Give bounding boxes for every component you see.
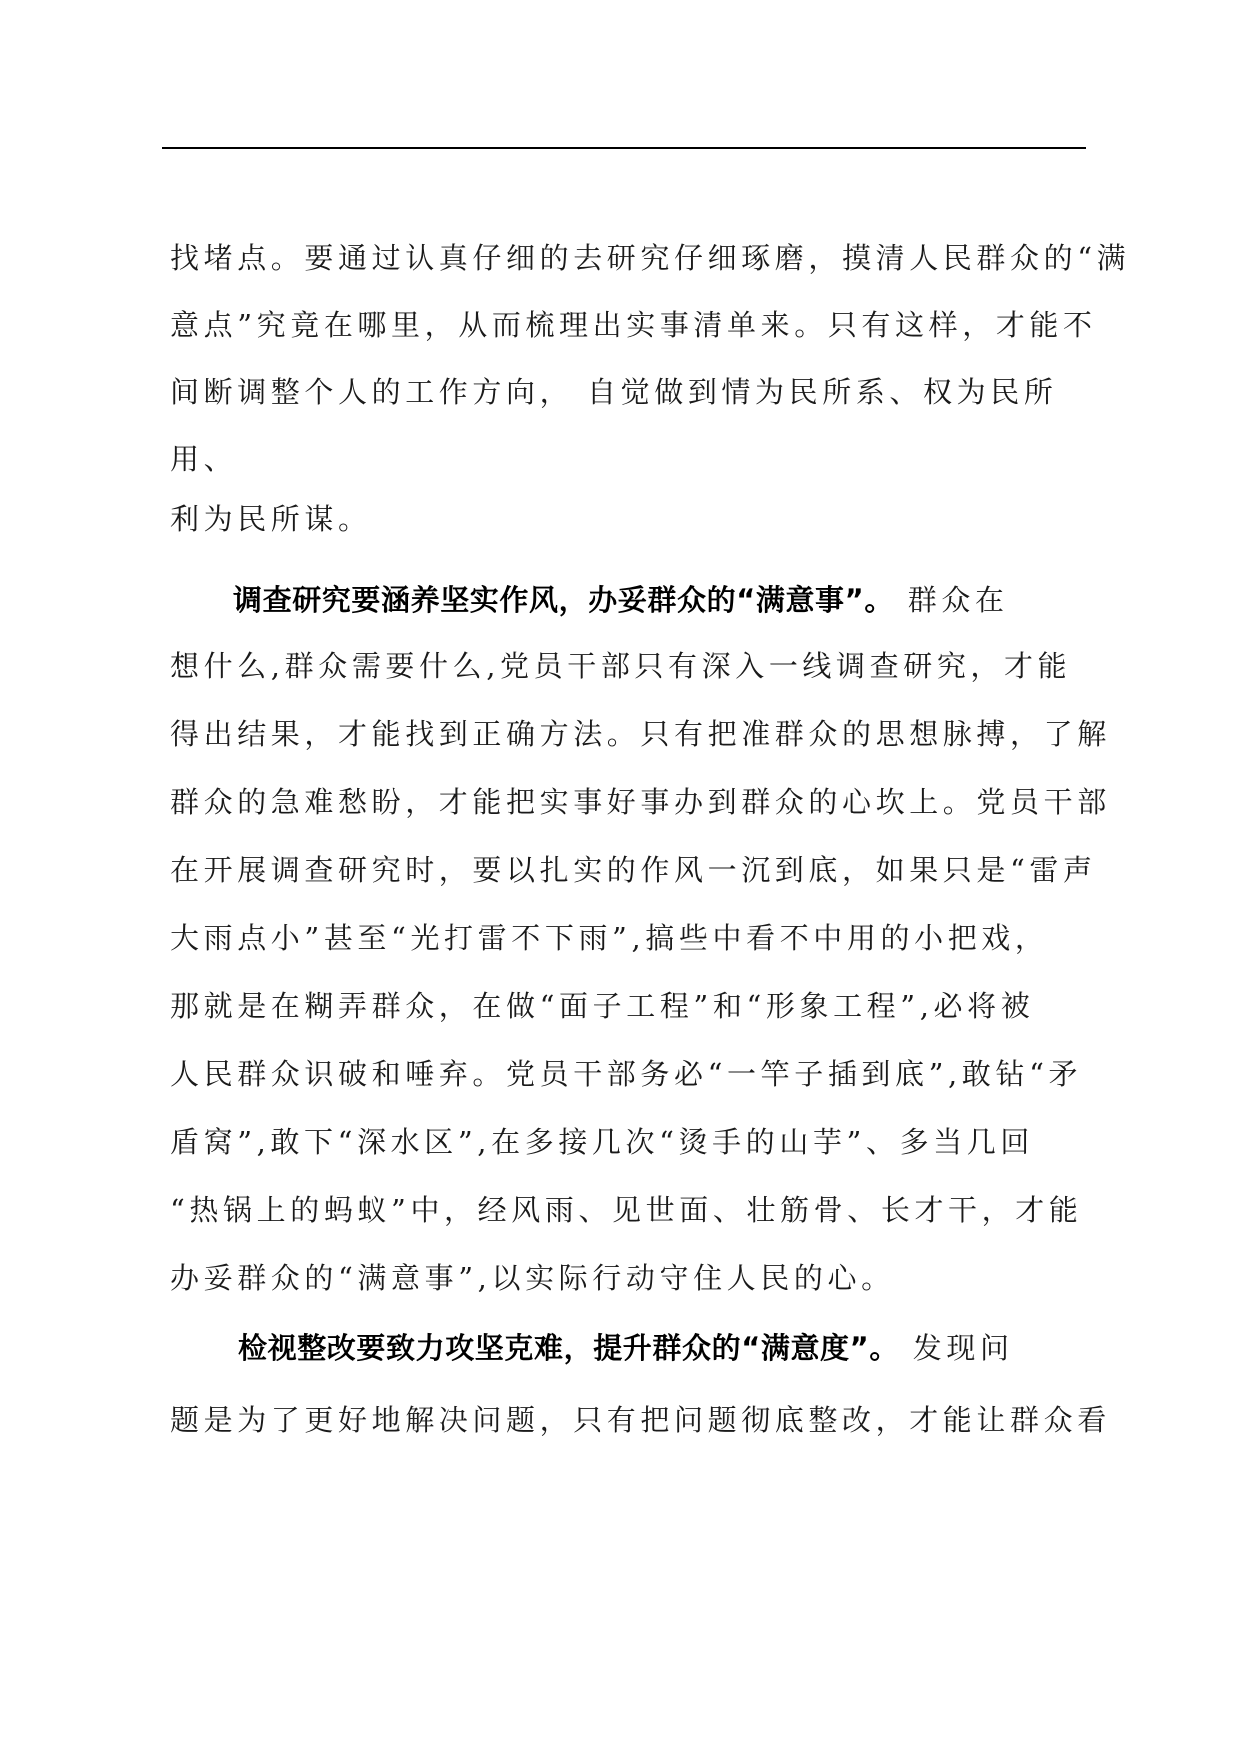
paragraph-3-heading: 检视整改要致力攻坚克难，提升群众的“满意度”。 <box>238 1331 899 1365</box>
paragraph-1-line-2: 意点”究竟在哪里，从而梳理出实事清单来。只有这样，才能不 <box>170 308 1097 342</box>
paragraph-2-heading: 调查研究要涵养坚实作风，办妥群众的“满意事”。 <box>233 583 894 617</box>
paragraph-1-line-5: 利为民所谋。 <box>170 502 372 536</box>
paragraph-1-line-1: 找堵点。要通过认真仔细的去研究仔细琢磨，摸清人民群众的“满 <box>170 241 1131 275</box>
paragraph-3-lead: 发现问 <box>898 1331 1014 1365</box>
paragraph-2-line-10: 办妥群众的“满意事”,以实际行动守住人民的心。 <box>170 1261 895 1295</box>
paragraph-2-line-9: “热锅上的蚂蚁”中，经风雨、见世面、壮筋骨、长才干，才能 <box>170 1193 1083 1227</box>
header-rule <box>162 147 1086 149</box>
paragraph-2-line-5: 大雨点小”甚至“光打雷不下雨”,搞些中看不中用的小把戏， <box>170 921 1049 955</box>
paragraph-1-line-3: 间断调整个人的工作方向， 自觉做到情为民所系、权为民所 <box>170 375 1058 409</box>
paragraph-2-line-6: 那就是在糊弄群众，在做“面子工程”和“形象工程”,必将被 <box>170 989 1035 1023</box>
paragraph-2-line-4: 在开展调查研究时，要以扎实的作风一沉到底，如果只是“雷声 <box>170 853 1097 887</box>
paragraph-3-first-line <box>238 1330 1083 1366</box>
paragraph-1-line-4: 用、 <box>170 442 238 476</box>
paragraph-2-first-line <box>233 582 1083 618</box>
paragraph-2-line-8: 盾窝”,敢下“深水区”,在多接几次“烫手的山芋”、多当几回 <box>170 1125 1034 1159</box>
paragraph-2-line-2: 得出结果，才能找到正确方法。只有把准群众的思想脉搏，了解 <box>170 717 1111 751</box>
paragraph-2-line-1: 想什么,群众需要什么,党员干部只有深入一线调查研究，才能 <box>170 649 1072 683</box>
paragraph-2-lead: 群众在 <box>893 583 1009 617</box>
paragraph-2-line-7: 人民群众识破和唾弃。党员干部务必“一竿子插到底”,敢钻“矛 <box>170 1057 1083 1091</box>
paragraph-3-line-1: 题是为了更好地解决问题，只有把问题彻底整改，才能让群众看 <box>170 1403 1111 1437</box>
paragraph-2-line-3: 群众的急难愁盼，才能把实事好事办到群众的心坎上。党员干部 <box>170 785 1111 819</box>
